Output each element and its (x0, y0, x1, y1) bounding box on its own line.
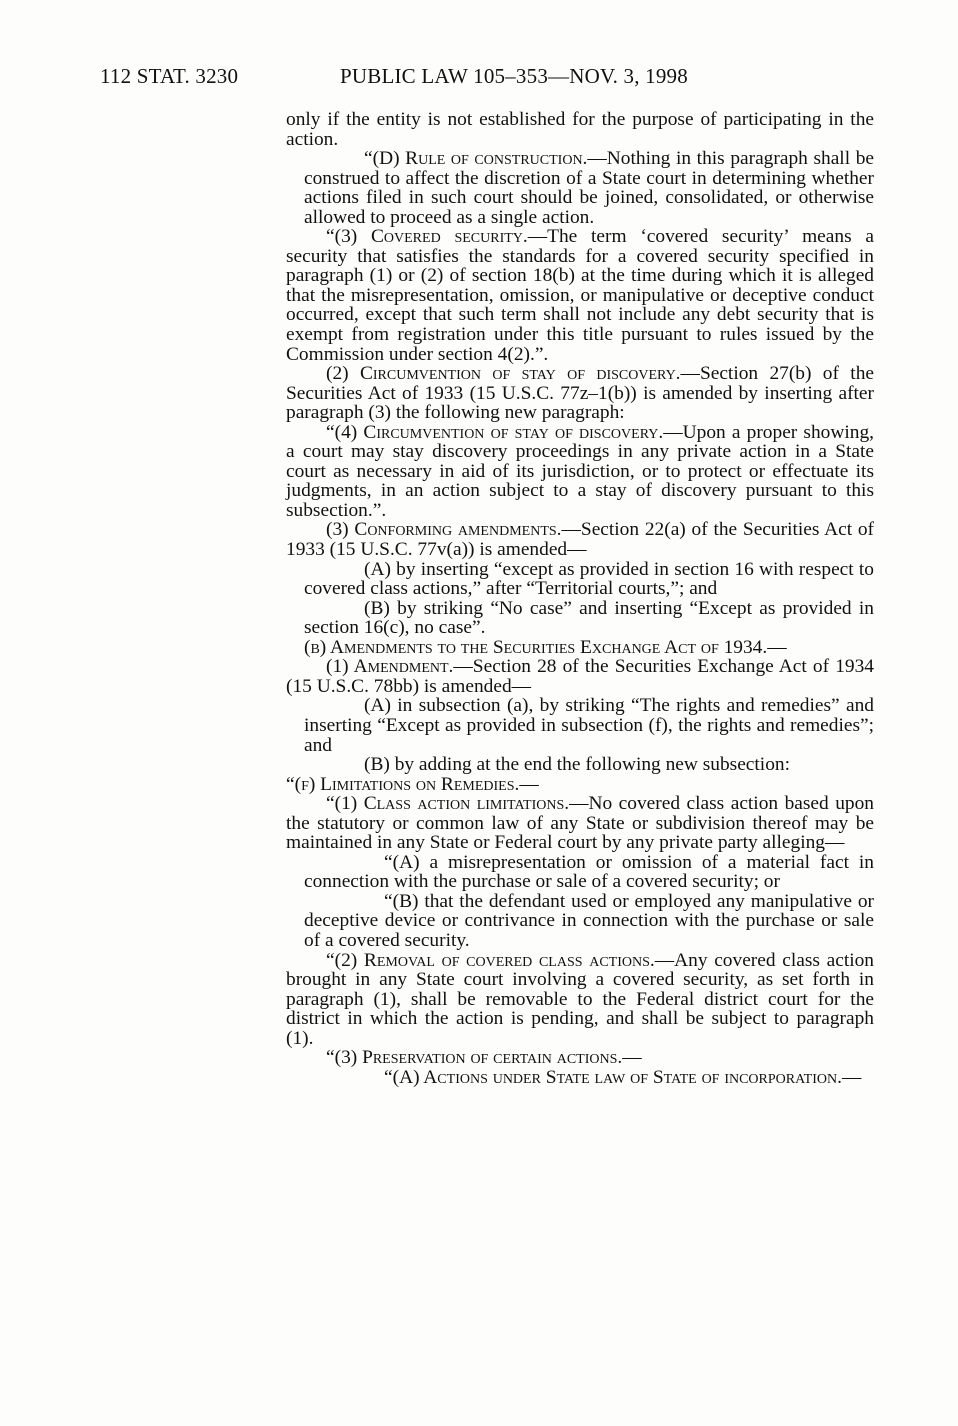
section-heading-exchange-act: (b) Amendments to the Securities Exchange Act of 1934.— (304, 636, 787, 658)
statute-text (286, 110, 874, 1087)
subparagraph-b-adding: (B) by adding at the end the following new subsection: (364, 754, 790, 776)
paragraph-heading: (2) Circumvention of stay of discovery. (326, 363, 681, 385)
paragraph-circumvention-stay-quoted: “(4) Circumvention of stay of discovery.—Upon a proper showing, a court may stay discovery proceedings in any private action in a State court as necessary in aid of its jurisdiction, or to protect or effectuate its judgments, in an action subject to a stay of discovery pursuant to this subsection.”. (286, 421, 874, 521)
paragraph-class-action-limitations: “(1) Class action limitations.—No covered class action based upon the statutory or common law of any State or subdivision thereof may be maintained in any State or Federal court by any private party alleging— (286, 793, 874, 854)
subparagraph-a-misrepresentation: “(A) a misrepresentation or omission of a material fact in connection with the purchase or sale of a covered security; or (304, 851, 874, 893)
law-citation: PUBLIC LAW 105–353—NOV. 3, 1998 (340, 64, 688, 88)
subparagraph-b-deceptive-device: “(B) that the defendant used or employed any manipulative or deceptive device or contrivance in connection with the purchase or sale of a covered security. (304, 890, 874, 951)
paragraph-heading: “(A) Actions under State law of State of incorporation. (384, 1066, 842, 1088)
paragraph-continuation: only if the entity is not established for the purpose of participating in the action. (286, 109, 874, 150)
paragraph-circumvention-stay: (2) Circumvention of stay of discovery.—Section 27(b) of the Securities Act of 1933 (15 U.S.C. 77z–1(b)) is amended by inserting after paragraph (3) the following new paragraph: (286, 363, 874, 424)
paragraph-covered-security: “(3) Covered security.—The term ‘covered security’ means a security that satisfies the standards for a covered security specified in paragraph (1) or (2) of section 18(b) at the time during which it is alleged that the misrepresentation, omission, or manipulative or deceptive conduct occurred, except that such term shall not include any debt security that is exempt from registration under this title pursuant to rules issued by the Commission under section 4(2).”. (286, 226, 874, 365)
subparagraph-b-striking: (B) by striking “No case” and inserting “Except as provided in section 16(c), no case”. (304, 597, 874, 639)
statute-page-number: 112 STAT. 3230 (100, 64, 239, 88)
paragraph-removal: “(2) Removal of covered class actions.—Any covered class action brought in any State court involving a covered security, as set forth in paragraph (1), shall be removable to the Federal district court for the district in which the action is pending, and shall be subject to paragraph (1). (286, 949, 874, 1049)
subparagraph-a-subsection: (A) in subsection (a), by striking “The rights and remedies” and inserting “Except as provided in subsection (f), the rights and remedies”; and (304, 695, 874, 756)
paragraph-heading: “(2) Removal of covered class actions. (326, 949, 655, 971)
paragraph-heading: “(D) Rule of construction. (364, 148, 588, 170)
subsection-heading-limitations: “(f) Limitations on Remedies.— (286, 773, 539, 795)
subparagraph-a-inserting: (A) by inserting “except as provided in section 16 with respect to covered class actions,” after “Territorial courts,”; and (304, 558, 874, 600)
paragraph-heading: “(3) Covered security. (326, 226, 528, 248)
paragraph-heading: “(f) Limitations on Remedies. (286, 773, 520, 795)
paragraph-heading: (3) Conforming amendments. (326, 519, 562, 541)
paragraph-heading: “(3) Preservation of certain actions. (326, 1047, 623, 1069)
paragraph-heading: (b) Amendments to the Securities Exchange Act of 1934. (304, 636, 768, 658)
paragraph-conforming-amendments: (3) Conforming amendments.—Section 22(a) of the Securities Act of 1933 (15 U.S.C. 77v(a)) is amended— (286, 519, 875, 561)
paragraph-heading: “(4) Circumvention of stay of discovery. (326, 421, 664, 443)
paragraph-heading: (1) Amendment. (326, 656, 454, 678)
paragraph-amendment: (1) Amendment.—Section 28 of the Securities Exchange Act of 1934 (15 U.S.C. 78bb) is amended— (286, 656, 874, 697)
paragraph-rule-of-construction: “(D) Rule of construction.—Nothing in this paragraph shall be construed to affect the discretion of a State court in determining whether actions filed in such court should be joined, consolidated, or otherwise allowed to proceed as a single action. (304, 148, 874, 228)
paragraph-heading: “(1) Class action limitations. (326, 793, 570, 815)
running-header (100, 64, 880, 90)
paragraph-preservation: “(3) Preservation of certain actions.— (326, 1047, 642, 1069)
subparagraph-a-state-law: “(A) Actions under State law of State of incorporation.— (384, 1066, 862, 1088)
